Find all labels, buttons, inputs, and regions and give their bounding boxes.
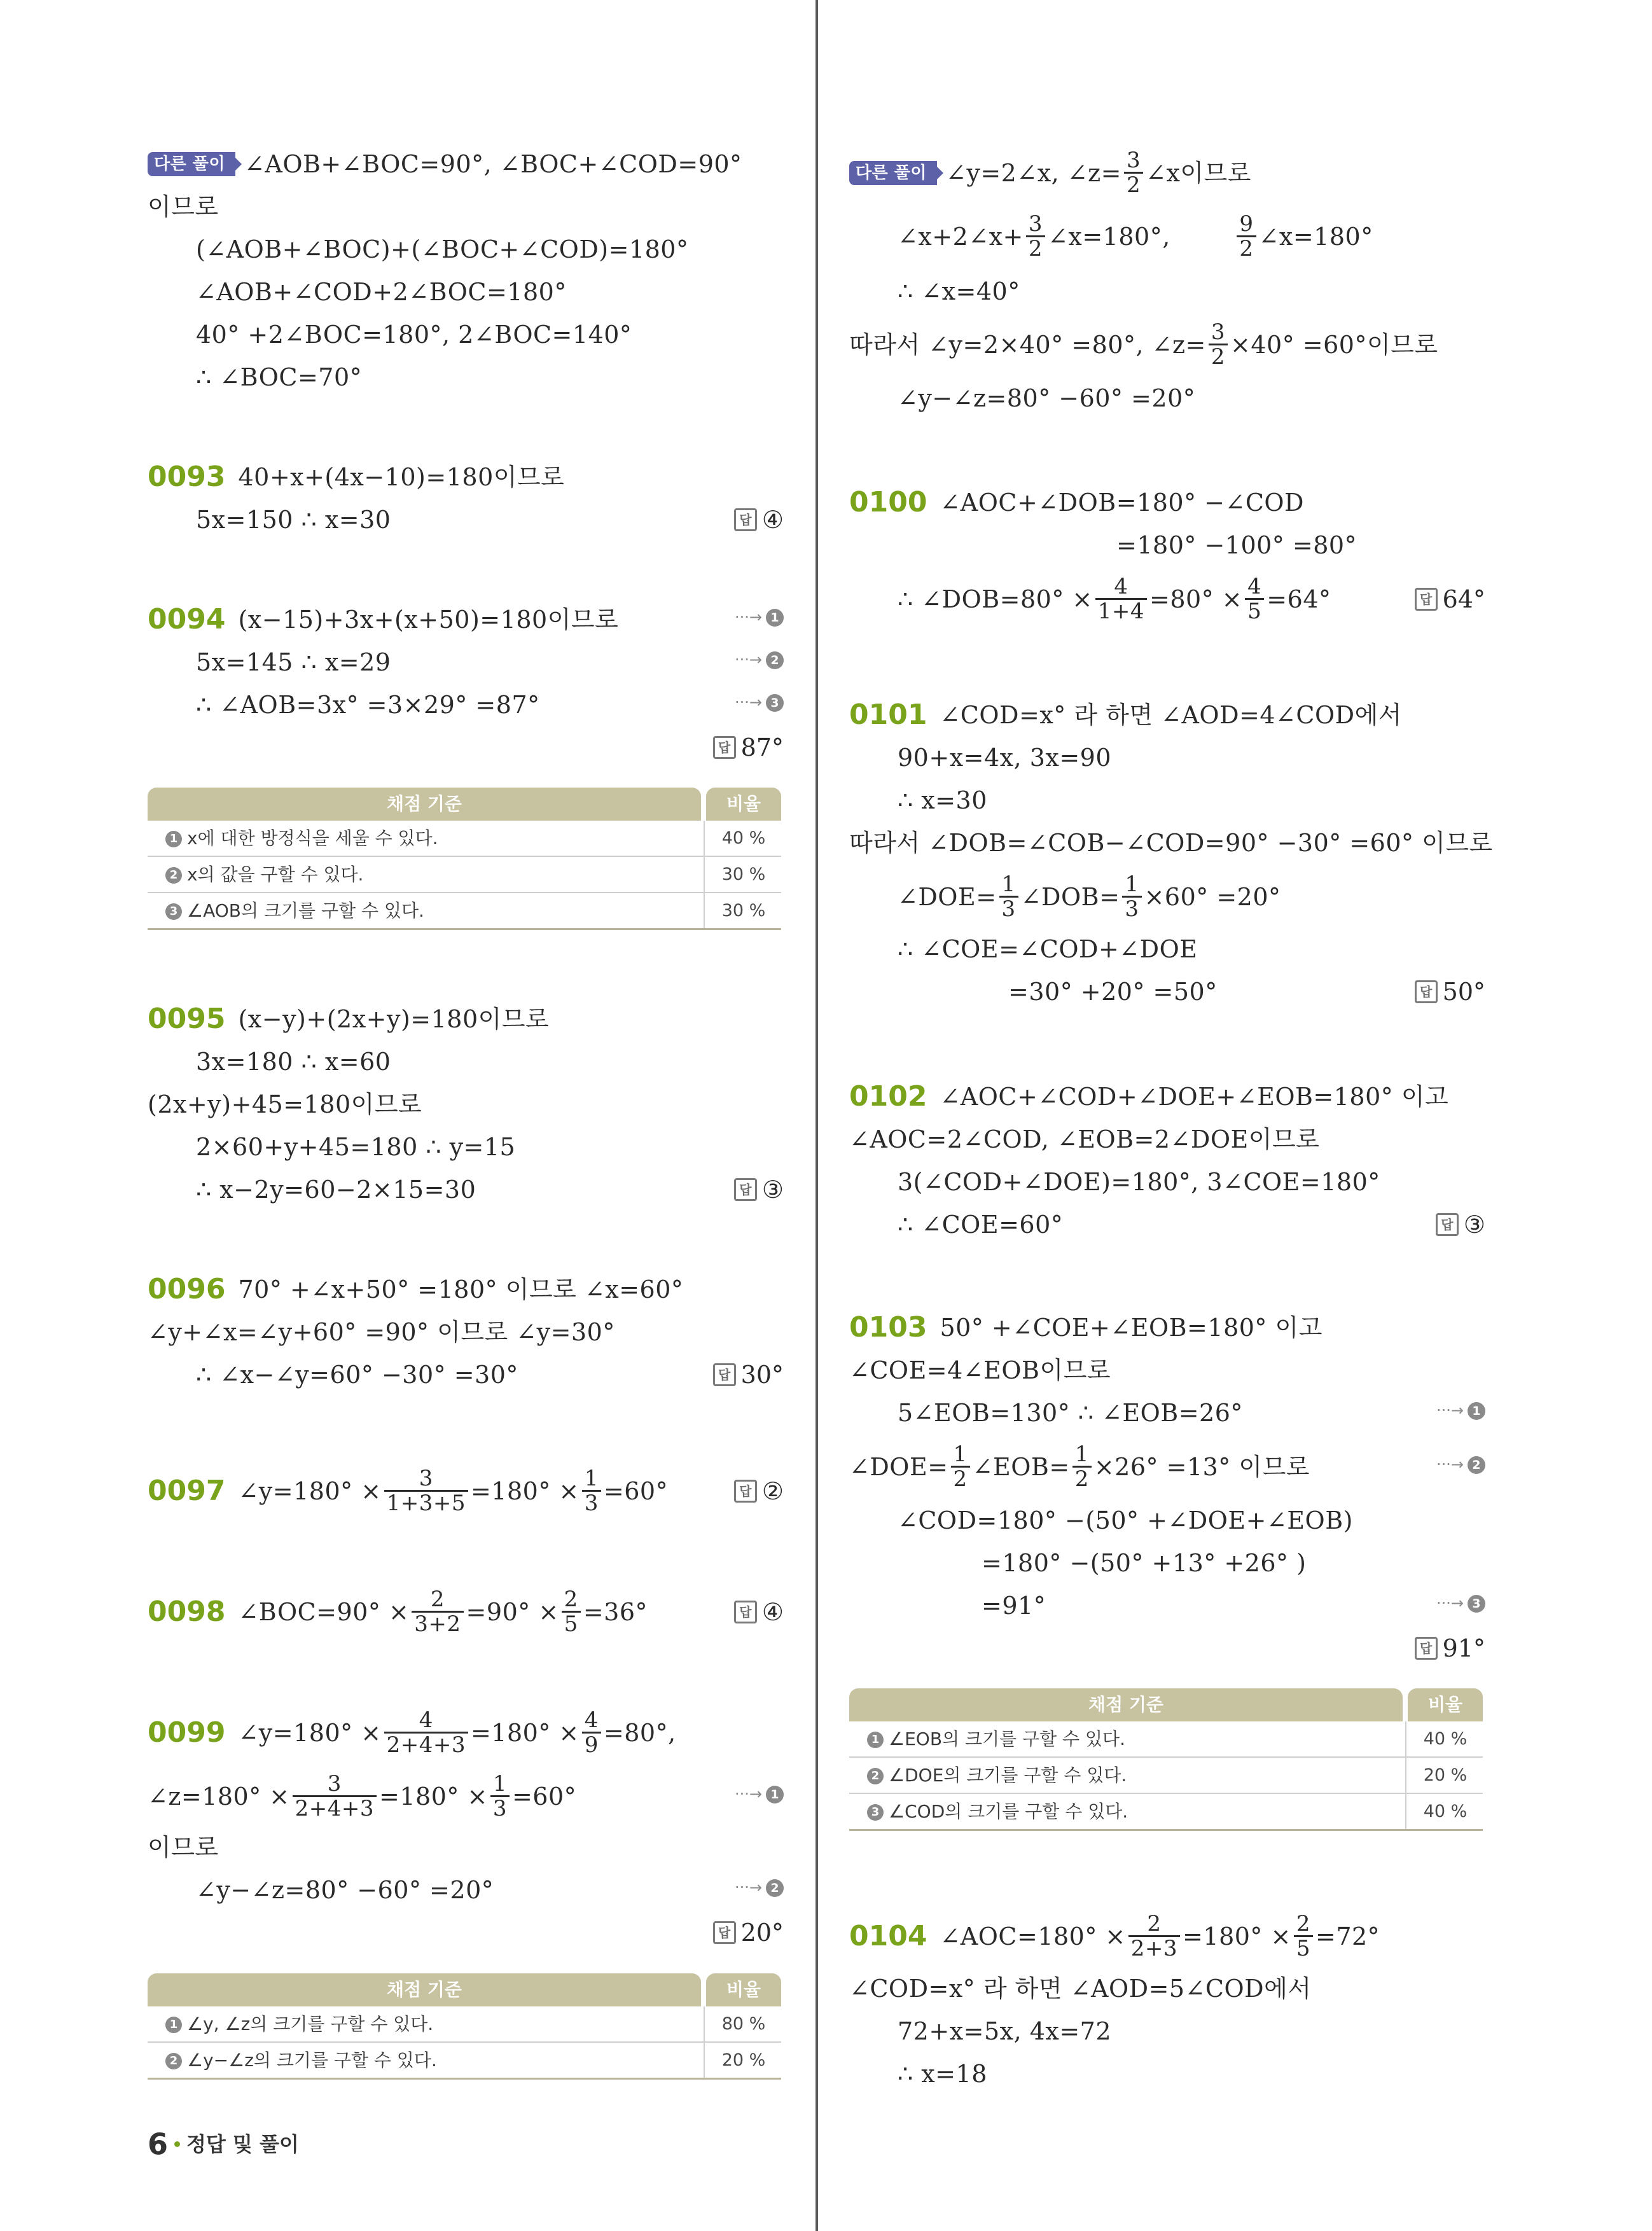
answer-icon: 답 — [734, 508, 757, 531]
solution-line: =180° −(50° +13° +26° ) — [982, 1548, 1307, 1577]
answer-icon: 답 — [1415, 980, 1438, 1003]
problem-0102: 0102 ∠AOC+∠COD+∠DOE+∠EOB=180° 이고 — [849, 1075, 1448, 1113]
solution-line: ∠x+2∠x+ $\frac{3}{2}$ ∠x=180°, $\frac{9}{2}$ ∠x=180° — [898, 211, 1373, 261]
rubric-row: 3 ∠AOB의 크기를 구할 수 있다. 30 % — [148, 893, 781, 928]
rubric-header-ratio: 비율 — [1408, 1688, 1483, 1721]
page-title: 정답 및 풀이 — [186, 2132, 299, 2157]
problem-0100: 0100 ∠AOC+∠DOB=180° −∠COD — [849, 481, 1304, 519]
problem-0093: 0093 40+x+(4x−10)=180이므로 — [148, 455, 564, 494]
problem-number: 0098 — [148, 1595, 226, 1628]
solution-line: 90+x=4x, 3x=90 — [898, 743, 1112, 772]
answer-icon: 답 — [713, 1921, 736, 1944]
solution-line: ∠AOC=2∠COD, ∠EOB=2∠DOE이므로 — [849, 1125, 1320, 1153]
alt-solution-tag: 다른 풀이 — [849, 161, 937, 185]
rubric-header-criteria: 채점 기준 — [148, 1973, 701, 2006]
solution-line: (2x+y)+45=180이므로 — [148, 1090, 422, 1118]
problem-number: 0102 — [849, 1080, 927, 1113]
rubric-row: 1 ∠EOB의 크기를 구할 수 있다. 40 % — [849, 1721, 1483, 1758]
problem-number: 0104 — [849, 1919, 927, 1952]
problem-0097: 0097 ∠y=180° × $\frac{3}{1+3+5}$ =180° × $\frac{1}{3}$ =60° — [148, 1466, 669, 1516]
rubric-row: 2 ∠DOE의 크기를 구할 수 있다. 20 % — [849, 1758, 1483, 1794]
solution-line: 이므로 — [148, 192, 219, 221]
page-number: 6 — [148, 2127, 169, 2162]
solution-line: 5x=145 ∴ x=29 — [196, 648, 391, 676]
problem-0103: 0103 50° +∠COE+∠EOB=180° 이고 — [849, 1306, 1322, 1344]
rubric-row: 2 ∠y−∠z의 크기를 구할 수 있다. 20 % — [148, 2043, 781, 2078]
solution-line: ∠DOE= $\frac{1}{2}$ ∠EOB= $\frac{1}{2}$ ×26° =13° 이므로 — [849, 1442, 1310, 1492]
solution-line: ∴ ∠x−∠y=60° −30° =30° — [196, 1360, 518, 1389]
rubric-table-0099 — [148, 1973, 781, 2080]
problem-0094: 0094 (x−15)+3x+(x+50)=180이므로 — [148, 598, 618, 636]
solution-line: ∠y+∠x=∠y+60° =90° 이므로 ∠y=30° — [148, 1317, 615, 1346]
alt-solution-line: 다른 풀이 ∠AOB+∠BOC=90°, ∠BOC+∠COD=90° — [148, 142, 742, 181]
answer-0099: 답 20° — [713, 1911, 784, 1949]
solution-line: 3x=180 ∴ x=60 — [196, 1047, 391, 1076]
solution-line: ∠y−∠z=80° −60° =20° — [196, 1875, 494, 1904]
rubric-header-criteria: 채점 기준 — [148, 788, 701, 821]
solution-line: ∴ x=18 — [898, 2059, 987, 2088]
alt-solution-line: 다른 풀이 ∠y=2∠x, ∠z= $\frac{3}{2}$ ∠x이므로 — [849, 145, 1251, 196]
answer-icon: 답 — [734, 1601, 757, 1623]
answer-0097: 답 ② — [734, 1463, 784, 1514]
problem-number: 0093 — [148, 460, 226, 493]
solution-line: ∴ ∠DOB=80° × $\frac{4}{1+4}$ =80° × $\frac{4}{5}$ =64° — [898, 574, 1331, 624]
problem-0096: 0096 70° +∠x+50° =180° 이므로 ∠x=60° — [148, 1268, 683, 1306]
solution-line: =91° — [982, 1591, 1046, 1620]
footer-dot-icon — [174, 2141, 180, 2147]
problem-number: 0094 — [148, 602, 226, 636]
alt-solution-tag: 다른 풀이 — [148, 152, 235, 176]
solution-line: ∠AOB+∠COD+2∠BOC=180° — [196, 277, 567, 306]
rubric-row: 1 ∠y, ∠z의 크기를 구할 수 있다. 80 % — [148, 2006, 781, 2043]
rubric-header-criteria: 채점 기준 — [849, 1688, 1403, 1721]
solution-line: ∴ ∠x=40° — [898, 277, 1020, 305]
answer-icon: 답 — [713, 1363, 736, 1386]
problem-number: 0100 — [849, 485, 927, 518]
solution-line: =30° +20° =50° — [1008, 977, 1218, 1006]
solution-line: ∴ ∠AOB=3x° =3×29° =87° — [196, 690, 540, 719]
problem-number: 0101 — [849, 698, 927, 731]
answer-0098: 답 ④ — [734, 1584, 784, 1635]
step-marker: ···→ 2 — [735, 641, 784, 679]
answer-0096: 답 30° — [713, 1353, 784, 1391]
problem-0095: 0095 (x−y)+(2x+y)=180이므로 — [148, 997, 549, 1036]
solution-line: 3(∠COD+∠DOE)=180°, 3∠COE=180° — [898, 1167, 1380, 1196]
answer-0094: 답 87° — [713, 726, 784, 764]
rubric-row: 1 x에 대한 방정식을 세울 수 있다. 40 % — [148, 821, 781, 857]
problem-0098: 0098 ∠BOC=90° × $\frac{2}{3+2}$ =90° × $\frac{2}{5}$ =36° — [148, 1587, 648, 1637]
answer-icon: 답 — [734, 1480, 757, 1503]
answer-icon: 답 — [734, 1178, 757, 1201]
problem-number: 0103 — [849, 1310, 927, 1344]
solution-line: =180° −100° =80° — [1116, 531, 1357, 559]
answer-icon: 답 — [1415, 588, 1438, 611]
step-marker: ···→ 3 — [735, 683, 784, 721]
step-marker: ···→ 1 — [735, 598, 784, 636]
solution-line: 2×60+y+45=180 ∴ y=15 — [196, 1132, 516, 1161]
answer-0095: 답 ③ — [734, 1168, 784, 1206]
page-footer — [148, 2125, 299, 2163]
solution-line: ∠z=180° × $\frac{3}{2+4+3}$ =180° × $\frac{1}{3}$ =60° — [148, 1771, 577, 1821]
problem-number: 0095 — [148, 1002, 226, 1035]
solution-line: ∠COD=180° −(50° +∠DOE+∠EOB) — [898, 1506, 1353, 1534]
rubric-row: 2 x의 값을 구할 수 있다. 30 % — [148, 857, 781, 893]
solution-line: ∴ x−2y=60−2×15=30 — [196, 1175, 476, 1204]
rubric-row: 3 ∠COD의 크기를 구할 수 있다. 40 % — [849, 1794, 1483, 1829]
step-marker: ···→ 2 — [1436, 1445, 1485, 1484]
answer-0101: 답 50° — [1415, 970, 1485, 1008]
answer-icon: 답 — [1415, 1637, 1438, 1660]
solution-line: 이므로 — [148, 1833, 219, 1861]
step-marker: ···→ 1 — [735, 1775, 784, 1813]
solution-line: 따라서 ∠DOB=∠COB−∠COD=90° −30° =60° 이므로 — [849, 828, 1493, 857]
problem-number: 0099 — [148, 1716, 226, 1749]
rubric-header-ratio: 비율 — [706, 788, 781, 821]
solution-line: ∴ ∠COE=60° — [898, 1210, 1064, 1239]
step-marker: ···→ 1 — [1436, 1391, 1485, 1429]
solution-line: ∠COD=x° 라 하면 ∠AOD=5∠COD에서 — [849, 1974, 1312, 2003]
solution-line: 5∠EOB=130° ∴ ∠EOB=26° — [898, 1398, 1243, 1427]
step-marker: ···→ 2 — [735, 1868, 784, 1907]
solution-line: ∴ x=30 — [898, 786, 987, 814]
solution-line: 40° +2∠BOC=180°, 2∠BOC=140° — [196, 320, 632, 349]
answer-icon: 답 — [713, 736, 736, 759]
answer-0103: 답 91° — [1415, 1627, 1485, 1665]
column-divider — [816, 0, 818, 2231]
problem-0104: 0104 ∠AOC=180° × $\frac{2}{2+3}$ =180° × $\frac{2}{5}$ =72° — [849, 1911, 1380, 1961]
answer-0093: 답 ④ — [734, 498, 784, 536]
solution-line: ∠COE=4∠EOB이므로 — [849, 1356, 1111, 1384]
answer-icon: 답 — [1436, 1213, 1459, 1236]
solution-line: 5x=150 ∴ x=30 — [196, 505, 391, 534]
problem-0101: 0101 ∠COD=x° 라 하면 ∠AOD=4∠COD에서 — [849, 693, 1402, 732]
solution-line: (∠AOB+∠BOC)+(∠BOC+∠COD)=180° — [196, 235, 689, 263]
problem-0099: 0099 ∠y=180° × $\frac{4}{2+4+3}$ =180° × $\frac{4}{9}$ =80°, — [148, 1707, 676, 1758]
rubric-table-0094 — [148, 788, 781, 930]
problem-number: 0096 — [148, 1272, 226, 1305]
solution-line: ∠y−∠z=80° −60° =20° — [898, 384, 1196, 412]
solution-line: 72+x=5x, 4x=72 — [898, 2017, 1112, 2045]
step-marker: ···→ 3 — [1436, 1584, 1485, 1622]
solution-line: 따라서 ∠y=2×40° =80°, ∠z= $\frac{3}{2}$ ×40° =60°이므로 — [849, 319, 1438, 370]
rubric-table-0103 — [849, 1688, 1483, 1831]
problem-number: 0097 — [148, 1474, 226, 1507]
solution-line: ∴ ∠COE=∠COD+∠DOE — [898, 935, 1198, 963]
answer-0102: 답 ③ — [1436, 1203, 1485, 1241]
solution-line: ∠DOE= $\frac{1}{3}$ ∠DOB= $\frac{1}{3}$ ×60° =20° — [898, 872, 1281, 922]
answer-0100: 답 64° — [1415, 578, 1485, 616]
solution-line: ∴ ∠BOC=70° — [196, 363, 363, 391]
rubric-header-ratio: 비율 — [706, 1973, 781, 2006]
